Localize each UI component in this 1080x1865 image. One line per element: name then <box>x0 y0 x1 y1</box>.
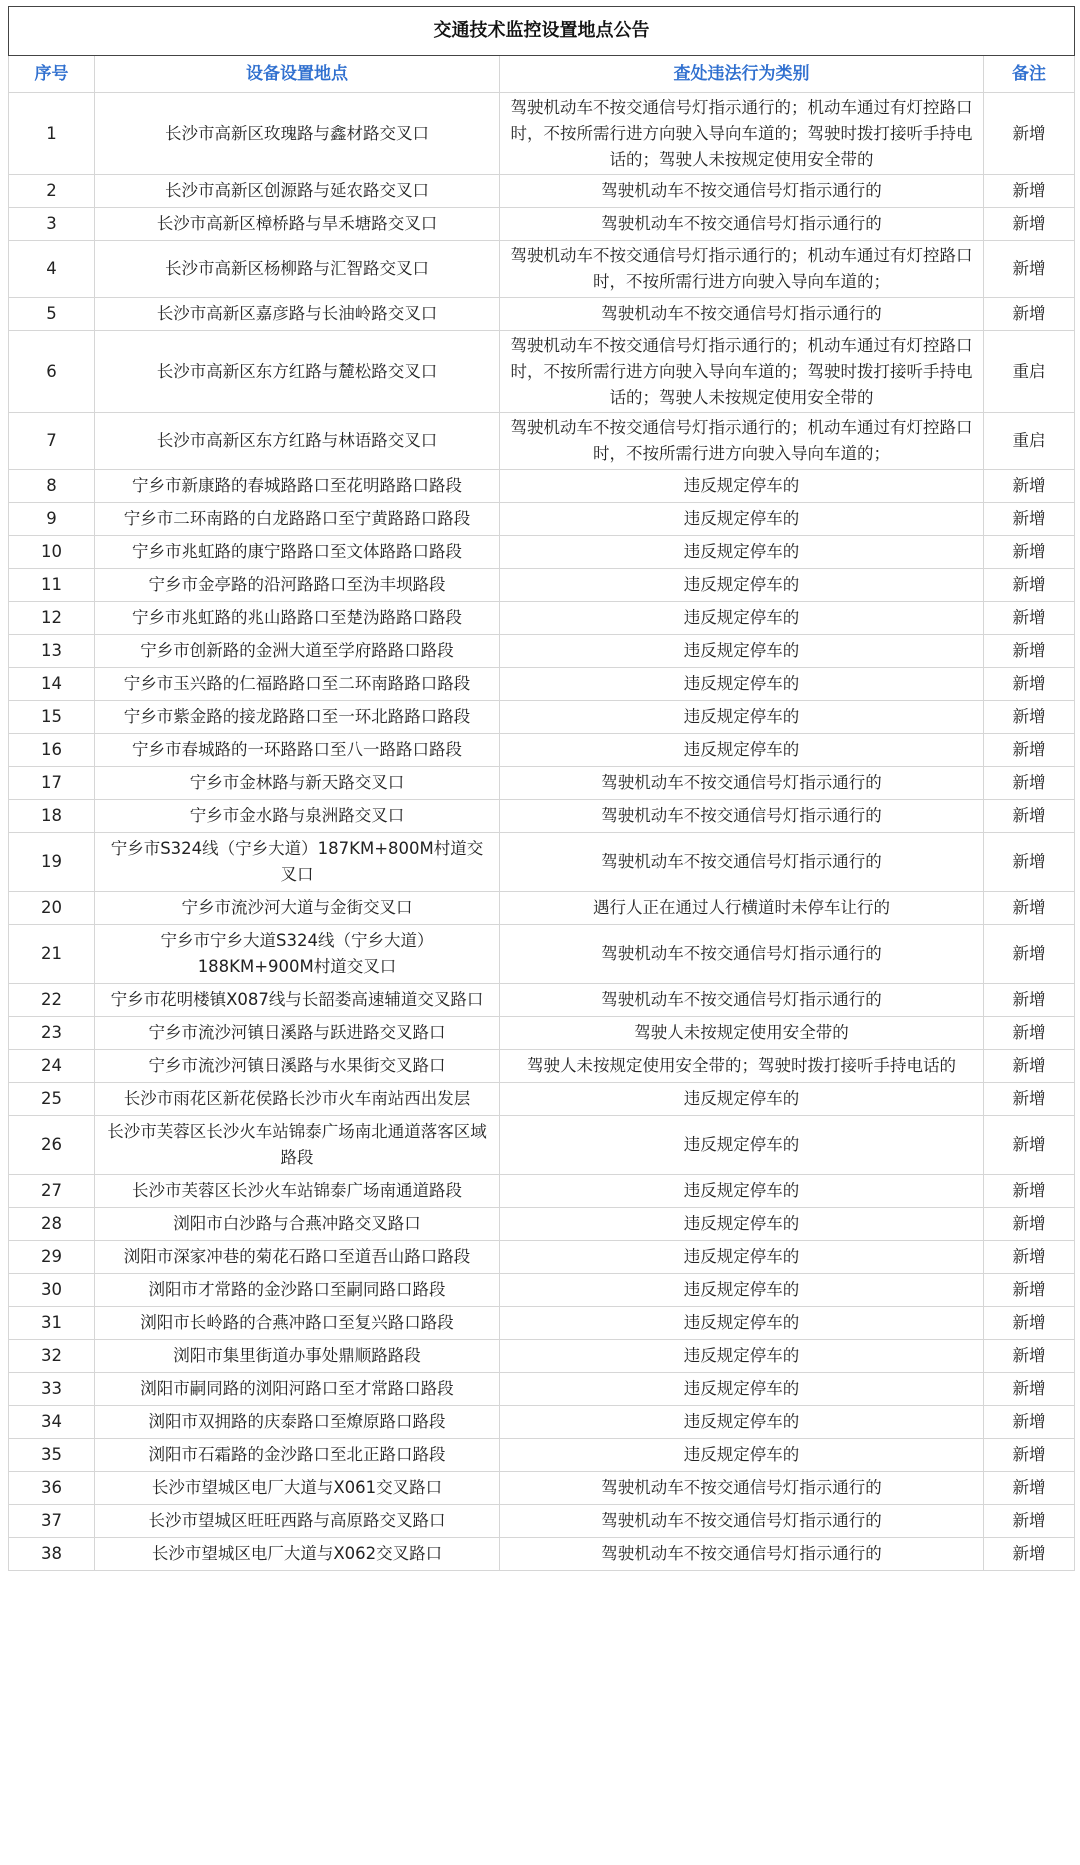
location-cell: 宁乡市金林路与新天路交叉口 <box>95 767 500 800</box>
note-cell: 新增 <box>984 635 1075 668</box>
serial-number-cell: 23 <box>9 1017 95 1050</box>
serial-number-cell: 34 <box>9 1406 95 1439</box>
serial-number-cell: 7 <box>9 413 95 470</box>
header-violation: 查处违法行为类别 <box>500 56 984 93</box>
table-row <box>9 767 1075 800</box>
location-cell: 宁乡市二环南路的白龙路路口至宁黄路路口路段 <box>95 503 500 536</box>
violation-cell: 驾驶机动车不按交通信号灯指示通行的 <box>500 767 984 800</box>
location-cell: 宁乡市宁乡大道S324线（宁乡大道）188KM+900M村道交叉口 <box>95 925 500 984</box>
note-cell: 新增 <box>984 800 1075 833</box>
note-cell: 新增 <box>984 503 1075 536</box>
location-cell: 长沙市雨花区新花侯路长沙市火车南站西出发层 <box>95 1083 500 1116</box>
serial-number-cell: 37 <box>9 1505 95 1538</box>
table-row <box>9 1406 1075 1439</box>
table-row <box>9 1175 1075 1208</box>
violation-cell: 驾驶机动车不按交通信号灯指示通行的 <box>500 298 984 331</box>
table-row <box>9 536 1075 569</box>
table-row <box>9 93 1075 175</box>
serial-number-cell: 35 <box>9 1439 95 1472</box>
note-cell: 新增 <box>984 1472 1075 1505</box>
note-cell: 新增 <box>984 470 1075 503</box>
violation-cell: 遇行人正在通过人行横道时未停车让行的 <box>500 892 984 925</box>
table-row <box>9 734 1075 767</box>
note-cell: 新增 <box>984 767 1075 800</box>
violation-cell: 驾驶机动车不按交通信号灯指示通行的 <box>500 833 984 892</box>
violation-cell: 违反规定停车的 <box>500 701 984 734</box>
violation-cell: 违反规定停车的 <box>500 1083 984 1116</box>
location-cell: 长沙市高新区东方红路与麓松路交叉口 <box>95 331 500 413</box>
violation-cell: 违反规定停车的 <box>500 1307 984 1340</box>
note-cell: 新增 <box>984 175 1075 208</box>
serial-number-cell: 10 <box>9 536 95 569</box>
serial-number-cell: 32 <box>9 1340 95 1373</box>
table-body <box>9 7 1075 1571</box>
serial-number-cell: 36 <box>9 1472 95 1505</box>
note-cell: 新增 <box>984 1340 1075 1373</box>
notice-table-wrapper <box>8 6 1074 1571</box>
table-row <box>9 635 1075 668</box>
table-row <box>9 1472 1075 1505</box>
violation-cell: 违反规定停车的 <box>500 569 984 602</box>
violation-cell: 违反规定停车的 <box>500 635 984 668</box>
violation-cell: 驾驶机动车不按交通信号灯指示通行的 <box>500 984 984 1017</box>
note-cell: 新增 <box>984 298 1075 331</box>
serial-number-cell: 33 <box>9 1373 95 1406</box>
serial-number-cell: 38 <box>9 1538 95 1571</box>
location-cell: 宁乡市兆虹路的康宁路路口至文体路路口路段 <box>95 536 500 569</box>
serial-number-cell: 24 <box>9 1050 95 1083</box>
violation-cell: 驾驶机动车不按交通信号灯指示通行的 <box>500 175 984 208</box>
violation-cell: 驾驶机动车不按交通信号灯指示通行的；机动车通过有灯控路口时，不按所需行进方向驶入导向车道的； <box>500 413 984 470</box>
table-row <box>9 984 1075 1017</box>
table-row <box>9 470 1075 503</box>
violation-cell: 违反规定停车的 <box>500 668 984 701</box>
serial-number-cell: 18 <box>9 800 95 833</box>
note-cell: 新增 <box>984 1505 1075 1538</box>
table-row <box>9 1274 1075 1307</box>
table-row <box>9 1439 1075 1472</box>
location-cell: 宁乡市金水路与泉洲路交叉口 <box>95 800 500 833</box>
location-cell: 宁乡市紫金路的接龙路路口至一环北路路口路段 <box>95 701 500 734</box>
table-row <box>9 1538 1075 1571</box>
table-row <box>9 1340 1075 1373</box>
table-row <box>9 1116 1075 1175</box>
table-row <box>9 1307 1075 1340</box>
note-cell: 重启 <box>984 413 1075 470</box>
header-note: 备注 <box>984 56 1075 93</box>
violation-cell: 违反规定停车的 <box>500 1116 984 1175</box>
table-row <box>9 413 1075 470</box>
location-cell: 长沙市望城区旺旺西路与高原路交叉路口 <box>95 1505 500 1538</box>
table-row <box>9 668 1075 701</box>
violation-cell: 违反规定停车的 <box>500 1439 984 1472</box>
table-row <box>9 925 1075 984</box>
violation-cell: 违反规定停车的 <box>500 1274 984 1307</box>
serial-number-cell: 4 <box>9 241 95 298</box>
location-cell: 宁乡市S324线（宁乡大道）187KM+800M村道交叉口 <box>95 833 500 892</box>
location-cell: 长沙市芙蓉区长沙火车站锦泰广场南北通道落客区域路段 <box>95 1116 500 1175</box>
violation-cell: 违反规定停车的 <box>500 536 984 569</box>
violation-cell: 驾驶机动车不按交通信号灯指示通行的；机动车通过有灯控路口时，不按所需行进方向驶入导向车道的；驾驶时拨打接听手持电话的；驾驶人未按规定使用安全带的 <box>500 93 984 175</box>
location-cell: 浏阳市深家冲巷的菊花石路口至道吾山路口路段 <box>95 1241 500 1274</box>
note-cell: 新增 <box>984 1116 1075 1175</box>
note-cell: 新增 <box>984 1050 1075 1083</box>
location-cell: 浏阳市集里街道办事处鼎顺路路段 <box>95 1340 500 1373</box>
violation-cell: 违反规定停车的 <box>500 602 984 635</box>
violation-cell: 违反规定停车的 <box>500 1340 984 1373</box>
violation-cell: 驾驶机动车不按交通信号灯指示通行的 <box>500 208 984 241</box>
location-cell: 长沙市高新区樟桥路与旱禾塘路交叉口 <box>95 208 500 241</box>
violation-cell: 违反规定停车的 <box>500 1175 984 1208</box>
location-cell: 宁乡市玉兴路的仁福路路口至二环南路路口路段 <box>95 668 500 701</box>
location-cell: 浏阳市嗣同路的浏阳河路口至才常路口路段 <box>95 1373 500 1406</box>
violation-cell: 驾驶机动车不按交通信号灯指示通行的 <box>500 1505 984 1538</box>
note-cell: 新增 <box>984 569 1075 602</box>
serial-number-cell: 9 <box>9 503 95 536</box>
violation-cell: 违反规定停车的 <box>500 1406 984 1439</box>
location-cell: 长沙市高新区创源路与延农路交叉口 <box>95 175 500 208</box>
header-row <box>9 56 1075 93</box>
note-cell: 新增 <box>984 701 1075 734</box>
violation-cell: 驾驶机动车不按交通信号灯指示通行的；机动车通过有灯控路口时，不按所需行进方向驶入导向车道的；驾驶时拨打接听手持电话的；驾驶人未按规定使用安全带的 <box>500 331 984 413</box>
serial-number-cell: 1 <box>9 93 95 175</box>
serial-number-cell: 5 <box>9 298 95 331</box>
note-cell: 新增 <box>984 536 1075 569</box>
location-cell: 长沙市高新区玫瑰路与鑫材路交叉口 <box>95 93 500 175</box>
table-row <box>9 1241 1075 1274</box>
note-cell: 新增 <box>984 1241 1075 1274</box>
note-cell: 新增 <box>984 1439 1075 1472</box>
note-cell: 新增 <box>984 1373 1075 1406</box>
table-row <box>9 1083 1075 1116</box>
violation-cell: 违反规定停车的 <box>500 734 984 767</box>
table-row <box>9 800 1075 833</box>
note-cell: 新增 <box>984 602 1075 635</box>
note-cell: 新增 <box>984 1406 1075 1439</box>
violation-cell: 驾驶机动车不按交通信号灯指示通行的 <box>500 925 984 984</box>
location-cell: 长沙市望城区电厂大道与X062交叉路口 <box>95 1538 500 1571</box>
serial-number-cell: 22 <box>9 984 95 1017</box>
table-row <box>9 241 1075 298</box>
serial-number-cell: 21 <box>9 925 95 984</box>
table-row <box>9 1017 1075 1050</box>
table-row <box>9 298 1075 331</box>
table-row <box>9 602 1075 635</box>
note-cell: 新增 <box>984 925 1075 984</box>
table-row <box>9 569 1075 602</box>
note-cell: 新增 <box>984 1083 1075 1116</box>
location-cell: 宁乡市兆虹路的兆山路路口至楚沩路路口路段 <box>95 602 500 635</box>
note-cell: 新增 <box>984 833 1075 892</box>
serial-number-cell: 16 <box>9 734 95 767</box>
serial-number-cell: 12 <box>9 602 95 635</box>
serial-number-cell: 6 <box>9 331 95 413</box>
serial-number-cell: 26 <box>9 1116 95 1175</box>
violation-cell: 违反规定停车的 <box>500 1241 984 1274</box>
location-cell: 宁乡市新康路的春城路路口至花明路路口路段 <box>95 470 500 503</box>
location-cell: 长沙市望城区电厂大道与X061交叉路口 <box>95 1472 500 1505</box>
serial-number-cell: 29 <box>9 1241 95 1274</box>
violation-cell: 驾驶人未按规定使用安全带的 <box>500 1017 984 1050</box>
location-cell: 浏阳市石霜路的金沙路口至北正路口路段 <box>95 1439 500 1472</box>
note-cell: 重启 <box>984 331 1075 413</box>
violation-cell: 驾驶机动车不按交通信号灯指示通行的；机动车通过有灯控路口时，不按所需行进方向驶入导向车道的； <box>500 241 984 298</box>
violation-cell: 驾驶机动车不按交通信号灯指示通行的 <box>500 1472 984 1505</box>
note-cell: 新增 <box>984 668 1075 701</box>
serial-number-cell: 25 <box>9 1083 95 1116</box>
violation-cell: 违反规定停车的 <box>500 503 984 536</box>
note-cell: 新增 <box>984 1208 1075 1241</box>
table-row <box>9 892 1075 925</box>
note-cell: 新增 <box>984 734 1075 767</box>
location-cell: 浏阳市才常路的金沙路口至嗣同路口路段 <box>95 1274 500 1307</box>
title-row <box>9 7 1075 56</box>
serial-number-cell: 17 <box>9 767 95 800</box>
location-cell: 长沙市高新区杨柳路与汇智路交叉口 <box>95 241 500 298</box>
note-cell: 新增 <box>984 1175 1075 1208</box>
serial-number-cell: 19 <box>9 833 95 892</box>
note-cell: 新增 <box>984 1274 1075 1307</box>
violation-cell: 违反规定停车的 <box>500 1208 984 1241</box>
serial-number-cell: 3 <box>9 208 95 241</box>
note-cell: 新增 <box>984 1538 1075 1571</box>
note-cell: 新增 <box>984 984 1075 1017</box>
serial-number-cell: 13 <box>9 635 95 668</box>
location-cell: 宁乡市金亭路的沿河路路口至沩丰坝路段 <box>95 569 500 602</box>
location-cell: 宁乡市创新路的金洲大道至学府路路口路段 <box>95 635 500 668</box>
serial-number-cell: 8 <box>9 470 95 503</box>
header-location: 设备设置地点 <box>95 56 500 93</box>
note-cell: 新增 <box>984 208 1075 241</box>
table-row <box>9 1208 1075 1241</box>
table-row <box>9 331 1075 413</box>
note-cell: 新增 <box>984 241 1075 298</box>
serial-number-cell: 30 <box>9 1274 95 1307</box>
serial-number-cell: 20 <box>9 892 95 925</box>
location-cell: 长沙市高新区东方红路与林语路交叉口 <box>95 413 500 470</box>
serial-number-cell: 27 <box>9 1175 95 1208</box>
table-row <box>9 1505 1075 1538</box>
location-cell: 浏阳市白沙路与合燕冲路交叉路口 <box>95 1208 500 1241</box>
serial-number-cell: 28 <box>9 1208 95 1241</box>
violation-cell: 违反规定停车的 <box>500 1373 984 1406</box>
table-row <box>9 208 1075 241</box>
location-cell: 宁乡市流沙河大道与金街交叉口 <box>95 892 500 925</box>
location-cell: 长沙市芙蓉区长沙火车站锦泰广场南通道路段 <box>95 1175 500 1208</box>
violation-cell: 驾驶机动车不按交通信号灯指示通行的 <box>500 800 984 833</box>
location-cell: 宁乡市花明楼镇X087线与长韶娄高速辅道交叉路口 <box>95 984 500 1017</box>
location-cell: 宁乡市流沙河镇日溪路与水果街交叉路口 <box>95 1050 500 1083</box>
table-row <box>9 175 1075 208</box>
serial-number-cell: 15 <box>9 701 95 734</box>
violation-cell: 驾驶人未按规定使用安全带的；驾驶时拨打接听手持电话的 <box>500 1050 984 1083</box>
location-cell: 浏阳市长岭路的合燕冲路口至复兴路口路段 <box>95 1307 500 1340</box>
table-row <box>9 503 1075 536</box>
header-serial: 序号 <box>9 56 95 93</box>
location-cell: 宁乡市流沙河镇日溪路与跃进路交叉路口 <box>95 1017 500 1050</box>
table-row <box>9 701 1075 734</box>
violation-cell: 驾驶机动车不按交通信号灯指示通行的 <box>500 1538 984 1571</box>
serial-number-cell: 2 <box>9 175 95 208</box>
location-cell: 浏阳市双拥路的庆泰路口至燎原路口路段 <box>95 1406 500 1439</box>
table-row <box>9 1050 1075 1083</box>
serial-number-cell: 14 <box>9 668 95 701</box>
note-cell: 新增 <box>984 1017 1075 1050</box>
location-cell: 宁乡市春城路的一环路路口至八一路路口路段 <box>95 734 500 767</box>
table-row <box>9 1373 1075 1406</box>
notice-table <box>8 6 1075 1571</box>
serial-number-cell: 11 <box>9 569 95 602</box>
note-cell: 新增 <box>984 93 1075 175</box>
note-cell: 新增 <box>984 892 1075 925</box>
serial-number-cell: 31 <box>9 1307 95 1340</box>
violation-cell: 违反规定停车的 <box>500 470 984 503</box>
page-title: 交通技术监控设置地点公告 <box>9 7 1075 56</box>
location-cell: 长沙市高新区嘉彦路与长油岭路交叉口 <box>95 298 500 331</box>
table-row <box>9 833 1075 892</box>
note-cell: 新增 <box>984 1307 1075 1340</box>
